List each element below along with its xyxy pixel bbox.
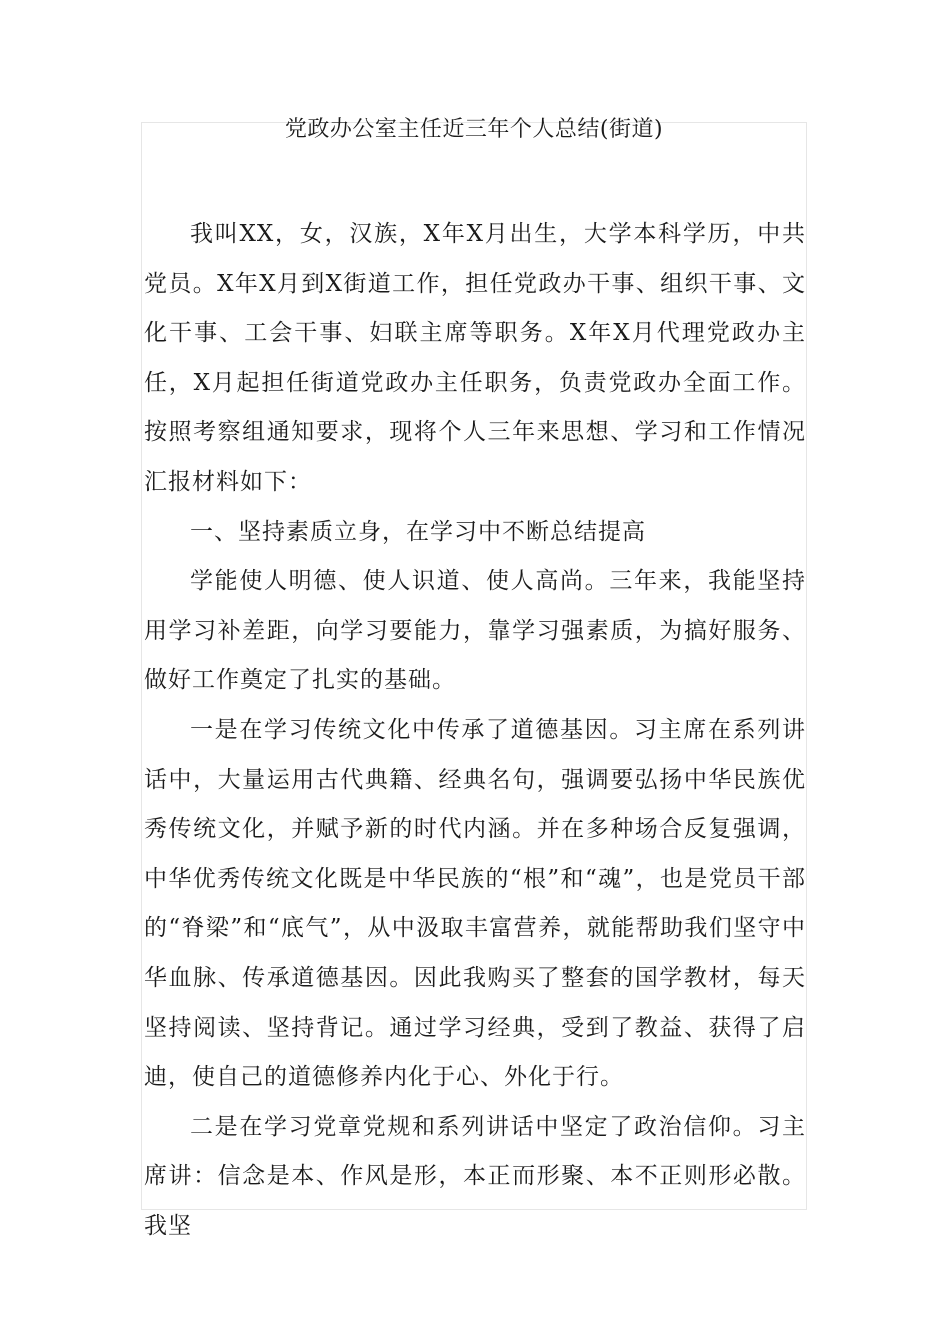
body-paragraph: 一是在学习传统文化中传承了道德基因。习主席在系列讲话中，大量运用古代典籍、经典名句，强调要弘扬中华民族优秀传统文化，并赋予新的时代内涵。并在多种场合反复强调，中华优秀传统文化既是中华民族的“根”和“魂”，也是党员干部的“脊梁”和“底气”，从中汲取丰富营养，就能帮助我们坚守中华血脉、传承道德基因。因此我购买了整套的国学教材，每天坚持阅读、坚持背记。通过学习经典，受到了教益、获得了启迪，使自己的道德修养内化于心、外化于行。: [144, 716, 806, 1091]
document-body: [144, 210, 806, 1251]
document-title: 党政办公室主任近三年个人总结(街道): [284, 117, 664, 142]
body-paragraph: 学能使人明德、使人识道、使人高尚。三年来，我能坚持用学习补差距，向学习要能力，靠学习强素质，为搞好服务、做好工作奠定了扎实的基础。: [144, 568, 806, 694]
intro-paragraph: 我叫XX，女，汉族，X年X月出生，大学本科学历，中共党员。X年X月到X街道工作，担任党政办干事、组织干事、文化干事、工会干事、妇联主席等职务。X年X月代理党政办主任，X月起担任街道党政办主任职务，负责党政办全面工作。按照考察组通知要求，现将个人三年来思想、学习和工作情况汇报材料如下：: [144, 221, 806, 495]
body-paragraph: 二是在学习党章党规和系列讲话中坚定了政治信仰。习主席讲：信念是本、作风是形，本正而形聚、本不正则形必散。我坚: [144, 1113, 806, 1239]
section-heading: 一、坚持素质立身，在学习中不断总结提高: [190, 518, 646, 545]
